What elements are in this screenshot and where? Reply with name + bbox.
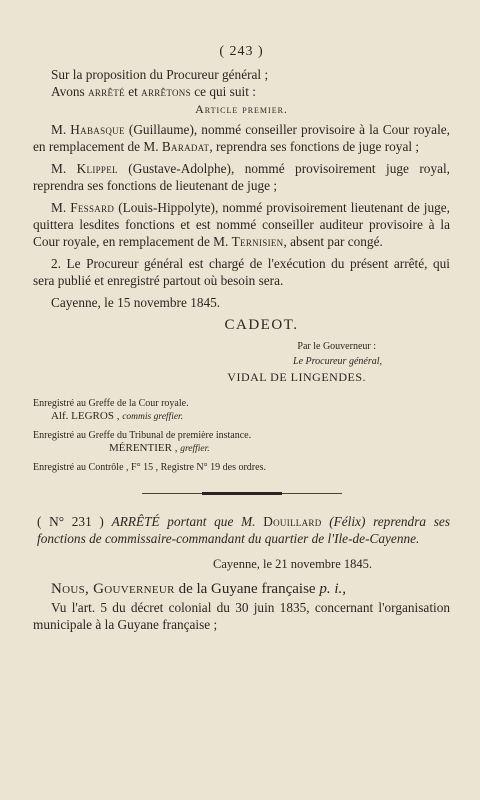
intro-line-2: Avons arrêté et arrêtons ce qui suit : — [51, 84, 256, 99]
signature-role: Le Procureur général, — [293, 356, 382, 367]
second-act-title: ( N° 231 ) ARRÊTÉ portant que M. Douillard (Félix) reprendra ses fonctions de commissaire-commandant du quartier de l'Ile-de-Cayenne. — [37, 514, 450, 546]
signature-cadeot: CADEOT. — [224, 317, 299, 333]
paragraph-fessard: M. Fessard (Louis-Hippolyte), nommé provisoirement lieutenant de juge, quittera lesdites fonctions et est nommé conseiller auditeur provisoire à la Cour royale, en remplacement de M. Ternisien, absent par congé. — [33, 200, 451, 249]
page-number: ( 243 ) — [219, 44, 264, 59]
signature-par-le-gouverneur: Par le Gouverneur : — [297, 341, 376, 352]
paragraph-klippel: M. Klippel (Gustave-Adolphe), nommé provisoirement juge royal, reprendra ses fonctions de lieutenant de juge ; — [33, 161, 451, 193]
registration-tribunal: Enregistré au Greffe du Tribunal de première instance. — [33, 430, 252, 441]
registration-legros: Alf. LEGROS , commis greffier. — [51, 410, 184, 422]
paragraph-article-2: 2. Le Procureur général est chargé de l'exécution du présent arrêté, qui sera publié et enregistré partout où besoin sera. — [33, 256, 450, 288]
registration-merentier: MÉRENTIER , greffier. — [109, 442, 210, 454]
paragraph-habasque: M. Habasque (Guillaume), nommé conseiller provisoire à la Cour royale, en remplacement de M. Baradat, reprendra ses fonctions de juge royal ; — [33, 122, 451, 154]
vu-clause: Vu l'art. 5 du décret colonial du 30 juin 1835, concernant l'organisation municipale à la Guyane française ; — [33, 600, 450, 632]
intro-line-1: Sur la proposition du Procureur général ; — [51, 67, 269, 82]
section-divider — [142, 492, 342, 495]
registration-cour-royale: Enregistré au Greffe de la Cour royale. — [33, 398, 189, 409]
article-heading: Article premier. — [195, 102, 288, 116]
signature-vidal: VIDAL DE LINGENDES. — [227, 370, 366, 384]
date-line: Cayenne, le 15 novembre 1845. — [51, 295, 221, 310]
nous-gouverneur: Nous, Gouverneur de la Guyane française p. i., — [51, 581, 346, 597]
registration-controle: Enregistré au Contrôle , F° 15 , Registre N° 19 des ordres. — [33, 462, 266, 473]
second-act-date: Cayenne, le 21 novembre 1845. — [213, 557, 372, 571]
